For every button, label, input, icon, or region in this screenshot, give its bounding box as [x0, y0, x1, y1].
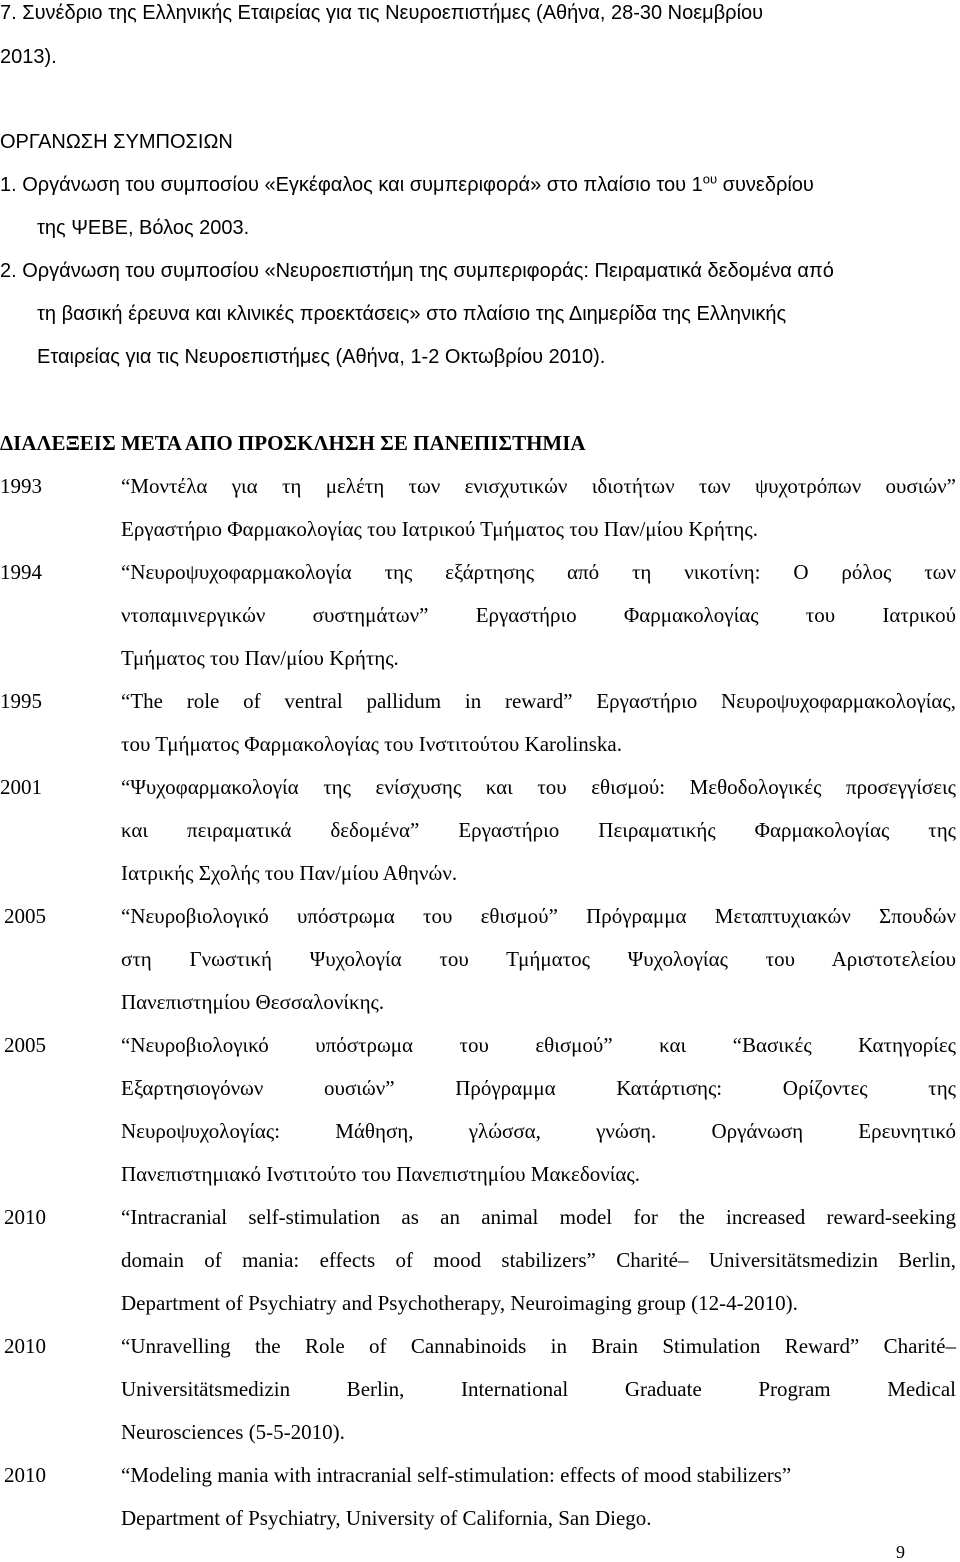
- lecture-line: στη Γνωστική Ψυχολογία του Τμήματος Ψυχολογίας του Αριστοτελείου: [121, 947, 956, 971]
- symposium-item-1-line2: της ΨΕΒΕ, Βόλος 2003.: [37, 217, 250, 239]
- lectures-heading: ΔΙΑΛΕΞΕΙΣ ΜΕΤΑ ΑΠΟ ΠΡΟΣΚΛΗΣΗ ΣΕ ΠΑΝΕΠΙΣΤΗΜΙΑ: [0, 431, 586, 455]
- lecture-line: και πειραματικά δεδομένα” Εργαστήριο Πειραματικής Φαρμακολογίας της: [121, 818, 956, 842]
- lecture-year: 2005: [4, 1033, 46, 1057]
- lecture-entry: [121, 559, 956, 688]
- lecture-line: Πανεπιστημίου Θεσσαλονίκης.: [121, 990, 385, 1014]
- symposium-item-2-line1: 2. Οργάνωση του συμποσίου «Νευροεπιστήμη της συμπεριφοράς: Πειραματικά δεδομένα από: [0, 260, 834, 282]
- symposium-item-2-line2: τη βασική έρευνα και κλινικές προεκτάσεις» στο πλαίσιο της Διημερίδα της Ελληνικής: [37, 303, 787, 325]
- lecture-line: ντοπαμινεργικών συστημάτων” Εργαστήριο Φαρμακολογίας του Ιατρικού: [121, 603, 956, 627]
- lecture-entry: [121, 473, 956, 559]
- lecture-year: 2010: [4, 1463, 46, 1487]
- lecture-line: “Unravelling the Role of Cannabinoids in Brain Stimulation Reward” Charité–: [121, 1334, 956, 1358]
- lecture-line: Universitätsmedizin Berlin, International Graduate Program Medical: [121, 1377, 956, 1401]
- lecture-entry: [121, 774, 956, 903]
- lecture-line: Department of Psychiatry, University of California, San Diego.: [121, 1506, 652, 1530]
- symposium-item-2-line3: Εταιρείας για τις Νευροεπιστήμες (Αθήνα, 1-2 Οκτωβρίου 2010).: [37, 346, 606, 368]
- lecture-line: Εξαρτησιογόνων ουσιών” Πρόγραμμα Κατάρτισης: Ορίζοντες της: [121, 1076, 956, 1100]
- lecture-entry: [121, 903, 956, 1032]
- lecture-line: “Νευροβιολογικό υπόστρωμα του εθισμού” και “Βασικές Κατηγορίες: [121, 1033, 956, 1057]
- lecture-year: 2010: [4, 1334, 46, 1358]
- lecture-line: “Intracranial self-stimulation as an animal model for the increased reward-seeking: [121, 1205, 956, 1229]
- lecture-entry: [121, 1333, 956, 1462]
- lecture-year: 2001: [0, 775, 42, 799]
- lecture-year: 1995: [0, 689, 42, 713]
- symposium-item-1-text-b: συνεδρίου: [717, 174, 814, 196]
- lecture-year: 2005: [4, 904, 46, 928]
- lecture-line: “Ψυχοφαρμακολογία της ενίσχυσης και του εθισμού: Μεθοδολογικές προσεγγίσεις: [121, 775, 956, 799]
- lecture-year: 1994: [0, 560, 42, 584]
- conference-item-7-line1: 7. Συνέδριο της Ελληνικής Εταιρείας για τις Νευροεπιστήμες (Αθήνα, 28-30 Νοεμβρίου: [0, 2, 764, 24]
- lecture-line: domain of mania: effects of mood stabilizers” Charité– Universitätsmedizin Berlin,: [121, 1248, 956, 1272]
- lecture-line: Νευροψυχολογίας: Μάθηση, γλώσσα, γνώση. Οργάνωση Ερευνητικό: [121, 1119, 956, 1143]
- lecture-line: “Νευροβιολογικό υπόστρωμα του εθισμού” Πρόγραμμα Μεταπτυχιακών Σπουδών: [121, 904, 956, 928]
- page-number: 9: [896, 1542, 905, 1562]
- symposium-item-1-line1: [0, 172, 814, 198]
- lecture-line: “The role of ventral pallidum in reward” Εργαστήριο Νευροψυχοφαρμακολογίας,: [121, 689, 956, 713]
- lecture-entry: [121, 1204, 956, 1333]
- lecture-year: 2010: [4, 1205, 46, 1229]
- lecture-line: “Νευροψυχοφαρμακολογία της εξάρτησης από τη νικοτίνη: Ο ρόλος των: [121, 560, 956, 584]
- conference-item-7-line2: 2013).: [0, 46, 57, 68]
- lecture-entry: [121, 688, 956, 774]
- lecture-entry: [121, 1032, 956, 1204]
- lecture-line: Ιατρικής Σχολής του Παν/μίου Αθηνών.: [121, 861, 458, 885]
- lecture-line: Πανεπιστημιακό Ινστιτούτο του Πανεπιστημίου Μακεδονίας.: [121, 1162, 640, 1186]
- lecture-line: Neurosciences (5-5-2010).: [121, 1420, 345, 1444]
- lecture-line: Εργαστήριο Φαρμακολογίας του Ιατρικού Τμήματος του Παν/μίου Κρήτης.: [121, 517, 758, 541]
- lecture-line: “Μοντέλα για τη μελέτη των ενισχυτικών ιδιοτήτων των ψυχοτρόπων ουσιών”: [121, 474, 956, 498]
- symposium-item-1-text-a: 1. Οργάνωση του συμποσίου «Εγκέφαλος και συμπεριφορά» στο πλαίσιο του 1: [0, 174, 703, 196]
- lecture-line: “Modeling mania with intracranial self-stimulation: effects of mood stabilizers”: [121, 1463, 792, 1487]
- symposia-heading: ΟΡΓΑΝΩΣΗ ΣΥΜΠΟΣΙΩΝ: [0, 131, 233, 153]
- lecture-year: 1993: [0, 474, 42, 498]
- lecture-line: Τμήματος του Παν/μίου Κρήτης.: [121, 646, 399, 670]
- symposium-item-1-superscript: ου: [702, 171, 718, 187]
- lecture-line: Department of Psychiatry and Psychotherapy, Neuroimaging group (12-4-2010).: [121, 1291, 798, 1315]
- lecture-line: του Τμήματος Φαρμακολογίας του Ινστιτούτου Karolinska.: [121, 732, 622, 756]
- lecture-entry: [121, 1462, 956, 1548]
